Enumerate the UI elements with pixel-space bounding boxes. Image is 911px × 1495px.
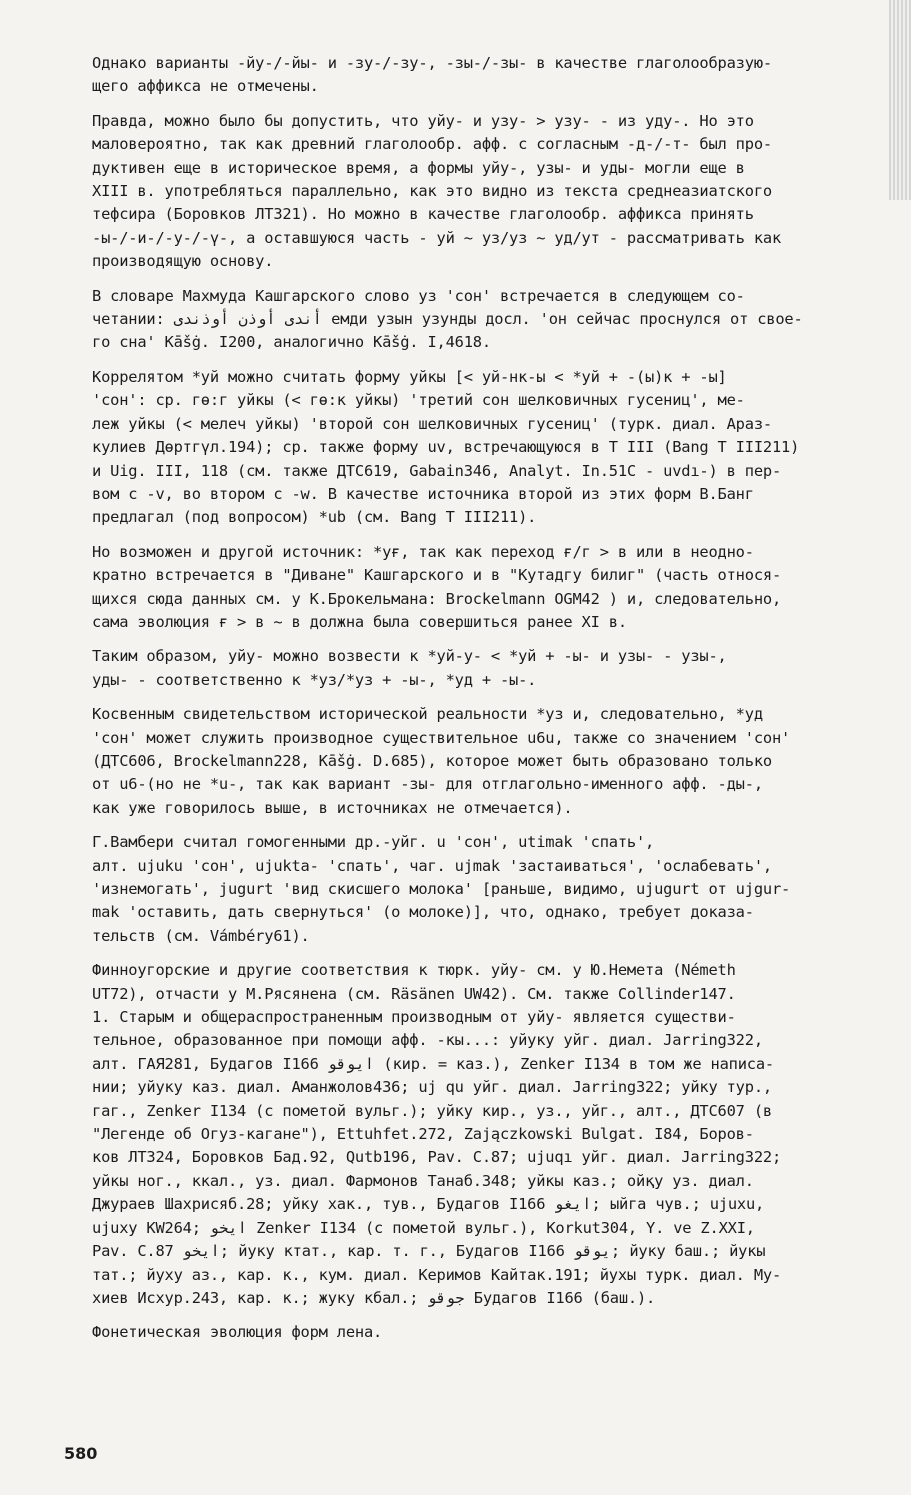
- text-line: щихся сюда данных см. у К.Брокельмана: Brockelmann OGM42 ) и, следовательно,: [92, 589, 782, 608]
- text-line: Pav. C.87 ايخو; йуку ктат., кар. т. г., Будагов I166 يوقو; йуку баш.; йукы: [92, 1242, 766, 1261]
- text-line: ков ЛТ324, Боровков Бад.92, Qutb196, Pav. C.87; ujuqı уйг. диал. Jarring322;: [92, 1148, 782, 1167]
- paragraph-3: [62, 285, 882, 355]
- text-line: нии; уйуку каз. диал. Аманжолов436; uj qu уйг. диал. Jarring322; уйку тур.,: [92, 1078, 772, 1097]
- text-line: тат.; йуху аз., кар. к., кум. диал. Керимов Кайтак.191; йухы турк. диал. Му-: [92, 1265, 782, 1284]
- text-line: (ДТС606, Brockelmann228, Kāšġ. D.685), которое может быть образовано только: [92, 751, 772, 770]
- text-line: Косвенным свидетельством исторической реальности *уз и, следовательно, *уд: [92, 705, 763, 724]
- text-line: "Легенде об Огуз-кагане"), Ettuhfet.272, Zajączkowski Bulgat. I84, Боров-: [92, 1125, 754, 1144]
- text-line: тельное, образованное при помощи афф. -кы...: уйуку уйг. диал. Jarring322,: [92, 1031, 763, 1050]
- text-line: уды- - соответственно к *уз/*уз + -ы-, *уд + -ы-.: [92, 670, 537, 689]
- text-line: как уже говорилось выше, в источниках не отмечается).: [92, 798, 573, 817]
- text-line: производящую основу.: [92, 252, 274, 271]
- paragraph-8: [62, 831, 882, 948]
- text-line: уйкы ног., ккал., уз. диал. Фармонов Танаб.348; уйкы каз.; ойқу уз. диал.: [92, 1171, 754, 1190]
- text-line: ujuxy KW264; ايخو Zenker I134 (с пометой вульг.), Korkut304, Y. ve Z.XXI,: [92, 1218, 755, 1237]
- text-line: XIII в. употребляться параллельно, как это видно из текста среднеазиатского: [92, 182, 772, 201]
- paragraph-7: [62, 703, 882, 820]
- page-number: 580: [64, 1444, 98, 1463]
- text-line: и Uig. III, 118 (см. также ДТС619, Gabain346, Analyt. In.51C - uvdı-) в пер-: [92, 461, 782, 480]
- text-line: четании: أندى أوذن أوذندى емди узын узунды досл. 'он сейчас проснулся от свое-: [92, 310, 803, 329]
- text-line: 1. Старым и общераспространенным производным от уйу- является существи-: [92, 1008, 736, 1027]
- text-line: Г.Вамбери считал гомогенными др.-уйг. u 'сон', utimak 'спать',: [92, 833, 655, 852]
- text-line: предлагал (под вопросом) *ub (см. Bang T III211).: [92, 508, 537, 527]
- text-line: Таким образом, уйу- можно возвести к *уй-у- < *уй + -ы- и узы- - узы-,: [92, 647, 727, 666]
- paragraph-6: [62, 645, 882, 692]
- text-line: Коррелятом *уй можно считать форму уйкы [< уй-нк-ы < *уй + -(ы)к + -ы]: [92, 367, 727, 386]
- text-line: кулиев Дөртгүл.194); ср. также форму uv, встречающуюся в Т III (Bang T III211): [92, 438, 800, 457]
- text-line: -ы-/-и-/-у-/-ү-, а оставшуюся часть - уй ~ уз/уз ~ уд/ут - рассматривать как: [92, 228, 782, 247]
- text-line: тефсира (Боровков ЛТ321). Но можно в качестве глаголообр. аффикса принять: [92, 205, 754, 224]
- paragraph-10: [62, 1321, 882, 1344]
- text-line: гаг., Zenker I134 (с пометой вульг.); уйку кир., уз., уйг., алт., ДТС607 (в: [92, 1101, 772, 1120]
- text-line: алт. ujuku 'сон', ujukta- 'спать', чаг. ujmak 'застаиваться', 'ослабевать',: [92, 856, 772, 875]
- paragraph-9: [62, 959, 882, 1310]
- text-line: хиев Исхур.243, кар. к.; жуку кбал.; جوقو Будагов I166 (баш.).: [92, 1288, 656, 1307]
- paragraph-5: [62, 541, 882, 635]
- text-line: дуктивен еще в историческое время, а формы уйу-, узы- и уды- могли еще в: [92, 158, 745, 177]
- text-line: маловероятно, так как древний глаголообр. афф. с согласным -д-/-т- был про-: [92, 135, 772, 154]
- paragraph-4: [62, 366, 882, 530]
- text-line: алт. ГАЯ281, Будагов I166 ايوقو (кир. = каз.), Zenker I134 в том же написа-: [92, 1054, 774, 1073]
- text-line: Джураев Шахрисяб.28; уйку хак., тув., Будагов I166 ايغو; ыйга чув.; ujuxu,: [92, 1195, 765, 1214]
- text-line: В словаре Махмуда Кашгарского слово уз 'сон' встречается в следующем со-: [92, 286, 745, 305]
- text-line: 'сон' может служить производное существительное u6u, также со значением 'сон': [92, 728, 791, 747]
- text-line: 'сон': ср. гө:г уйкы (< гө:к уйкы) 'третий сон шелковичных гусениц', ме-: [92, 391, 745, 410]
- text-line: вом с -v, во втором с -w. В качестве источника второй из этих форм В.Банг: [92, 484, 754, 503]
- scan-edge-artifact: [889, 0, 911, 200]
- text-line: Однако варианты -йу-/-йы- и -зу-/-зу-, -зы-/-зы- в качестве глаголообразую-: [92, 54, 772, 72]
- text-line: тельств (см. Vámbéry61).: [92, 926, 310, 945]
- document-page: [62, 52, 882, 1356]
- paragraph-1: [62, 52, 882, 99]
- text-line: сама эволюция ғ > в ~ в должна была совершиться ранее XI в.: [92, 612, 627, 631]
- text-line: леж уйкы (< мелеч уйкы) 'второй сон шелковичных гусениц' (турк. диал. Араз-: [92, 414, 772, 433]
- text-line: Правда, можно было бы допустить, что уйу- и узу- > узу- - из уду-. Но это: [92, 111, 754, 130]
- text-line: от u6-(но не *u-, так как вариант -зы- для отглагольно-именного афф. -ды-,: [92, 775, 763, 794]
- text-line: Фонетическая эволюция форм лена.: [92, 1323, 383, 1342]
- text-line: Финноугорские и другие соответствия к тюрк. уйу- см. у Ю.Немета (Németh: [92, 961, 736, 980]
- text-line: кратно встречается в "Диване" Кашгарского и в "Кутадгу билиг" (часть относя-: [92, 566, 782, 585]
- text-line: UT72), отчасти у М.Рясянена (см. Räsänen UW42). См. также Collinder147.: [92, 984, 736, 1003]
- text-line: щего аффикса не отмечены.: [92, 77, 319, 96]
- paragraph-2: [62, 110, 882, 274]
- text-line: mak 'оставить, дать свернуться' (о молоке)], что, однако, требует доказа-: [92, 903, 754, 922]
- text-line: го сна' Kāšġ. I200, аналогично Kāšġ. I,4618.: [92, 333, 491, 352]
- text-line: 'изнемогать', jugurt 'вид скисшего молока' [раньше, видимо, ujugurt от ujgur-: [92, 880, 791, 898]
- text-line: Но возможен и другой источник: *уғ, так как переход ғ/г > в или в неодно-: [92, 542, 754, 561]
